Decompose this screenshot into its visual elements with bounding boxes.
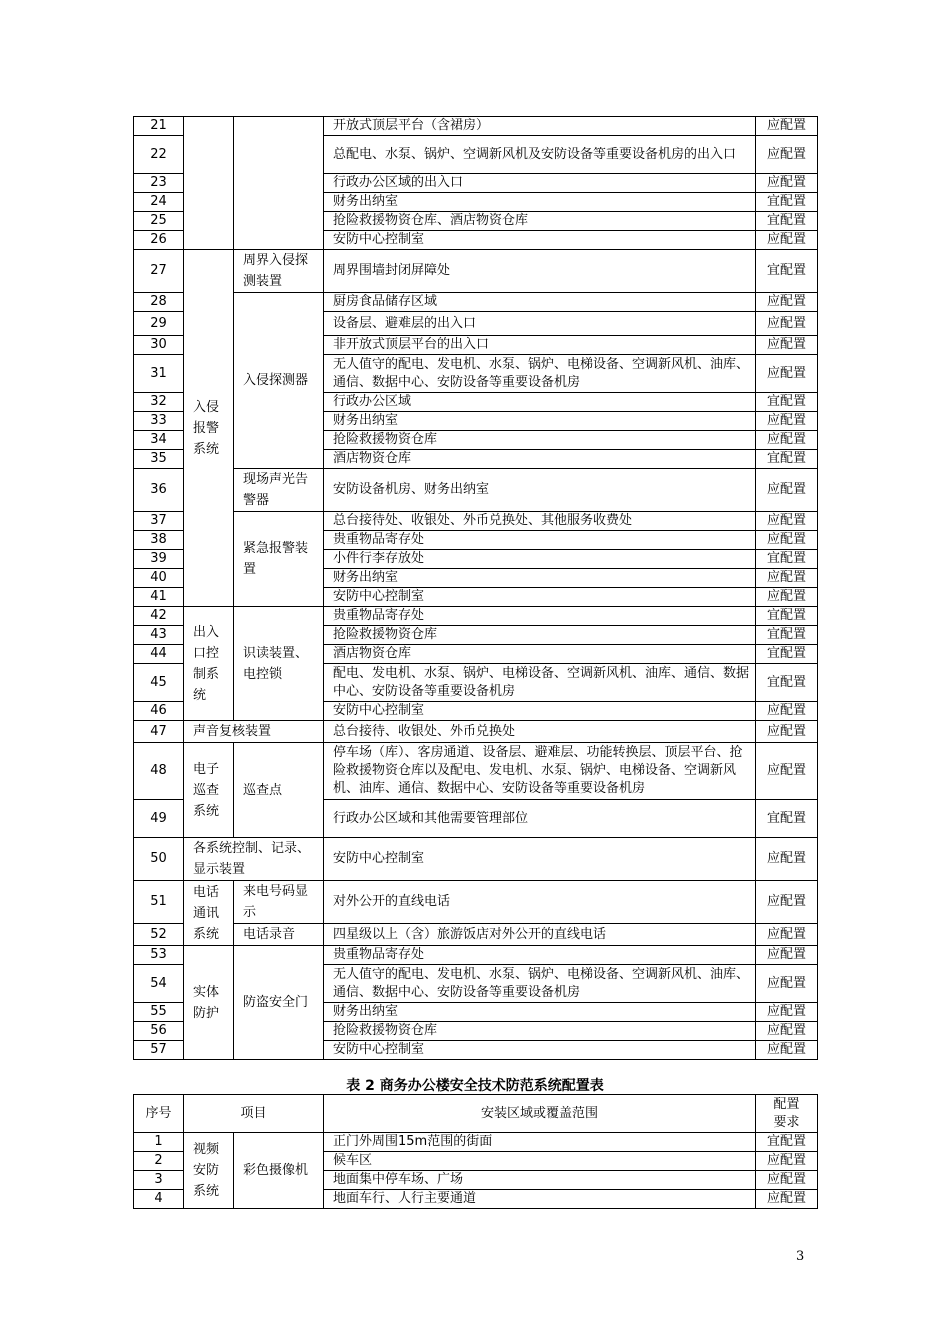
- area-cell: 财务出纳室: [324, 193, 756, 212]
- requirement-cell: 应配置: [756, 531, 818, 550]
- area-cell: 抢险救援物资仓库: [324, 1022, 756, 1041]
- requirement-cell: 应配置: [756, 1003, 818, 1022]
- row-number: 24: [134, 193, 184, 212]
- area-cell: 安防中心控制室: [324, 838, 756, 881]
- requirement-cell: 宜配置: [756, 664, 818, 702]
- system-cell: 电话通讯系统: [184, 881, 234, 946]
- area-cell: 抢险救援物资仓库: [324, 431, 756, 450]
- device-cell: 巡查点: [234, 743, 324, 838]
- requirement-cell: 应配置: [756, 1022, 818, 1041]
- system-cell: [184, 117, 234, 250]
- table-row: [134, 881, 818, 924]
- row-number: 40: [134, 569, 184, 588]
- area-cell: 行政办公区域的出入口: [324, 174, 756, 193]
- requirement-cell: 应配置: [756, 293, 818, 312]
- requirement-cell: 应配置: [756, 312, 818, 336]
- row-number: 23: [134, 174, 184, 193]
- row-number: 30: [134, 336, 184, 355]
- device-cell: 防盗安全门: [234, 946, 324, 1060]
- requirement-cell: 应配置: [756, 1152, 818, 1171]
- requirement-cell: 宜配置: [756, 607, 818, 626]
- requirement-cell: 应配置: [756, 174, 818, 193]
- row-number: 21: [134, 117, 184, 136]
- area-cell: 候车区: [324, 1152, 756, 1171]
- area-cell: 财务出纳室: [324, 1003, 756, 1022]
- device-cell: 紧急报警装置: [234, 512, 324, 607]
- table-row: [134, 512, 818, 531]
- row-number: 48: [134, 743, 184, 800]
- row-number: 26: [134, 231, 184, 250]
- area-cell: 地面集中停车场、广场: [324, 1171, 756, 1190]
- row-number: 44: [134, 645, 184, 664]
- table-row: [134, 1133, 818, 1152]
- system-cell: 入侵报警系统: [184, 250, 234, 607]
- row-number: 49: [134, 800, 184, 838]
- requirement-cell: 应配置: [756, 512, 818, 531]
- requirement-cell: 应配置: [756, 1171, 818, 1190]
- requirement-cell: 应配置: [756, 721, 818, 743]
- area-cell: 贵重物品寄存处: [324, 607, 756, 626]
- area-cell: 酒店物资仓库: [324, 450, 756, 469]
- row-number: 38: [134, 531, 184, 550]
- area-cell: 地面车行、人行主要通道: [324, 1190, 756, 1209]
- row-number: 42: [134, 607, 184, 626]
- requirement-cell: 应配置: [756, 1041, 818, 1060]
- office-config-table: [133, 1094, 818, 1209]
- device-cell: [234, 117, 324, 250]
- system-cell: 视频安防系统: [184, 1133, 234, 1209]
- row-number: 37: [134, 512, 184, 531]
- area-cell: 对外公开的直线电话: [324, 881, 756, 924]
- row-number: 4: [134, 1190, 184, 1209]
- row-number: 33: [134, 412, 184, 431]
- row-number: 52: [134, 924, 184, 946]
- row-number: 47: [134, 721, 184, 743]
- row-number: 41: [134, 588, 184, 607]
- requirement-cell: 应配置: [756, 412, 818, 431]
- table-row: [134, 743, 818, 800]
- row-number: 51: [134, 881, 184, 924]
- area-cell: 财务出纳室: [324, 412, 756, 431]
- area-cell: 小件行李存放处: [324, 550, 756, 569]
- row-number: 56: [134, 1022, 184, 1041]
- area-cell: 无人值守的配电、发电机、水泵、锅炉、电梯设备、空调新风机、油库、通信、数据中心、安防设备等重要设备机房: [324, 355, 756, 393]
- area-cell: 抢险救援物资仓库: [324, 626, 756, 645]
- row-number: 2: [134, 1152, 184, 1171]
- requirement-cell: 应配置: [756, 838, 818, 881]
- area-cell: 安防设备机房、财务出纳室: [324, 469, 756, 512]
- row-number: 55: [134, 1003, 184, 1022]
- row-number: 27: [134, 250, 184, 293]
- system-cell: 出入口控制系统: [184, 607, 234, 721]
- header-item: 项目: [184, 1095, 324, 1133]
- area-cell: 停车场（库）、客房通道、设备层、避难层、功能转换层、顶层平台、抢险救援物资仓库以及配电、发电机、水泵、锅炉、电梯设备、空调新风机、油库、通信、数据中心、安防设备等重要设备机房: [324, 743, 756, 800]
- device-cell: 彩色摄像机: [234, 1133, 324, 1209]
- requirement-cell: 应配置: [756, 588, 818, 607]
- area-cell: 财务出纳室: [324, 569, 756, 588]
- requirement-cell: 应配置: [756, 136, 818, 174]
- row-number: 50: [134, 838, 184, 881]
- requirement-cell: 应配置: [756, 743, 818, 800]
- row-number: 57: [134, 1041, 184, 1060]
- requirement-cell: 宜配置: [756, 645, 818, 664]
- header-row: [134, 1095, 818, 1133]
- row-number: 35: [134, 450, 184, 469]
- table-row: [134, 117, 818, 136]
- system-cell: 各系统控制、记录、显示装置: [184, 838, 324, 881]
- table-row: [134, 838, 818, 881]
- config-table-continued: [133, 116, 818, 1060]
- table-2-caption: 表 2 商务办公楼安全技术防范系统配置表: [346, 1078, 604, 1094]
- requirement-cell: 宜配置: [756, 212, 818, 231]
- requirement-cell: 宜配置: [756, 450, 818, 469]
- requirement-cell: 应配置: [756, 355, 818, 393]
- header-area: 安装区域或覆盖范围: [324, 1095, 756, 1133]
- row-number: 29: [134, 312, 184, 336]
- area-cell: 无人值守的配电、发电机、水泵、锅炉、电梯设备、空调新风机、油库、通信、数据中心、安防设备等重要设备机房: [324, 965, 756, 1003]
- area-cell: 非开放式顶层平台的出入口: [324, 336, 756, 355]
- device-cell: 识读装置、电控锁: [234, 607, 324, 721]
- header-no: 序号: [134, 1095, 184, 1133]
- requirement-cell: 宜配置: [756, 193, 818, 212]
- row-number: 36: [134, 469, 184, 512]
- requirement-cell: 应配置: [756, 946, 818, 965]
- requirement-cell: 应配置: [756, 231, 818, 250]
- device-cell: 来电号码显示: [234, 881, 324, 924]
- area-cell: 设备层、避难层的出入口: [324, 312, 756, 336]
- requirement-cell: 宜配置: [756, 250, 818, 293]
- requirement-cell: 宜配置: [756, 550, 818, 569]
- row-number: 31: [134, 355, 184, 393]
- row-number: 46: [134, 702, 184, 721]
- area-cell: 四星级以上（含）旅游饭店对外公开的直线电话: [324, 924, 756, 946]
- system-cell: 电子巡查系统: [184, 743, 234, 838]
- table-row: [134, 293, 818, 312]
- requirement-cell: 应配置: [756, 881, 818, 924]
- area-cell: 酒店物资仓库: [324, 645, 756, 664]
- row-number: 3: [134, 1171, 184, 1190]
- requirement-cell: 宜配置: [756, 393, 818, 412]
- area-cell: 安防中心控制室: [324, 702, 756, 721]
- system-cell: 声音复核装置: [184, 721, 324, 743]
- table-row: [134, 721, 818, 743]
- requirement-cell: 应配置: [756, 569, 818, 588]
- area-cell: 厨房食品储存区域: [324, 293, 756, 312]
- device-cell: 现场声光告警器: [234, 469, 324, 512]
- device-cell: 电话录音: [234, 924, 324, 946]
- area-cell: 安防中心控制室: [324, 1041, 756, 1060]
- area-cell: 总台接待、收银处、外币兑换处: [324, 721, 756, 743]
- row-number: 53: [134, 946, 184, 965]
- area-cell: 贵重物品寄存处: [324, 946, 756, 965]
- requirement-cell: 应配置: [756, 469, 818, 512]
- row-number: 25: [134, 212, 184, 231]
- area-cell: 安防中心控制室: [324, 231, 756, 250]
- area-cell: 正门外周围15m范围的街面: [324, 1133, 756, 1152]
- requirement-cell: 应配置: [756, 117, 818, 136]
- area-cell: 配电、发电机、水泵、锅炉、电梯设备、空调新风机、油库、通信、数据中心、安防设备等重要设备机房: [324, 664, 756, 702]
- table-row: [134, 250, 818, 293]
- area-cell: 开放式顶层平台（含裙房）: [324, 117, 756, 136]
- device-cell: 周界入侵探测装置: [234, 250, 324, 293]
- row-number: 45: [134, 664, 184, 702]
- row-number: 32: [134, 393, 184, 412]
- area-cell: 总配电、水泵、锅炉、空调新风机及安防设备等重要设备机房的出入口: [324, 136, 756, 174]
- area-cell: 周界围墙封闭屏障处: [324, 250, 756, 293]
- requirement-cell: 应配置: [756, 1190, 818, 1209]
- table-row: [134, 607, 818, 626]
- requirement-cell: 宜配置: [756, 1133, 818, 1152]
- row-number: 22: [134, 136, 184, 174]
- row-number: 43: [134, 626, 184, 645]
- area-cell: 总台接待处、收银处、外币兑换处、其他服务收费处: [324, 512, 756, 531]
- page-number: 3: [796, 1249, 805, 1264]
- row-number: 54: [134, 965, 184, 1003]
- area-cell: 抢险救援物资仓库、酒店物资仓库: [324, 212, 756, 231]
- table-row: [134, 946, 818, 965]
- table-row: [134, 924, 818, 946]
- table-row: [134, 469, 818, 512]
- row-number: 39: [134, 550, 184, 569]
- area-cell: 贵重物品寄存处: [324, 531, 756, 550]
- area-cell: 行政办公区域: [324, 393, 756, 412]
- requirement-cell: 宜配置: [756, 800, 818, 838]
- header-req: 配置要求: [756, 1095, 818, 1133]
- requirement-cell: 应配置: [756, 924, 818, 946]
- row-number: 34: [134, 431, 184, 450]
- row-number: 1: [134, 1133, 184, 1152]
- requirement-cell: 应配置: [756, 336, 818, 355]
- area-cell: 行政办公区域和其他需要管理部位: [324, 800, 756, 838]
- device-cell: 入侵探测器: [234, 293, 324, 469]
- requirement-cell: 宜配置: [756, 626, 818, 645]
- requirement-cell: 应配置: [756, 702, 818, 721]
- system-cell: 实体防护: [184, 946, 234, 1060]
- row-number: 28: [134, 293, 184, 312]
- requirement-cell: 应配置: [756, 431, 818, 450]
- area-cell: 安防中心控制室: [324, 588, 756, 607]
- requirement-cell: 应配置: [756, 965, 818, 1003]
